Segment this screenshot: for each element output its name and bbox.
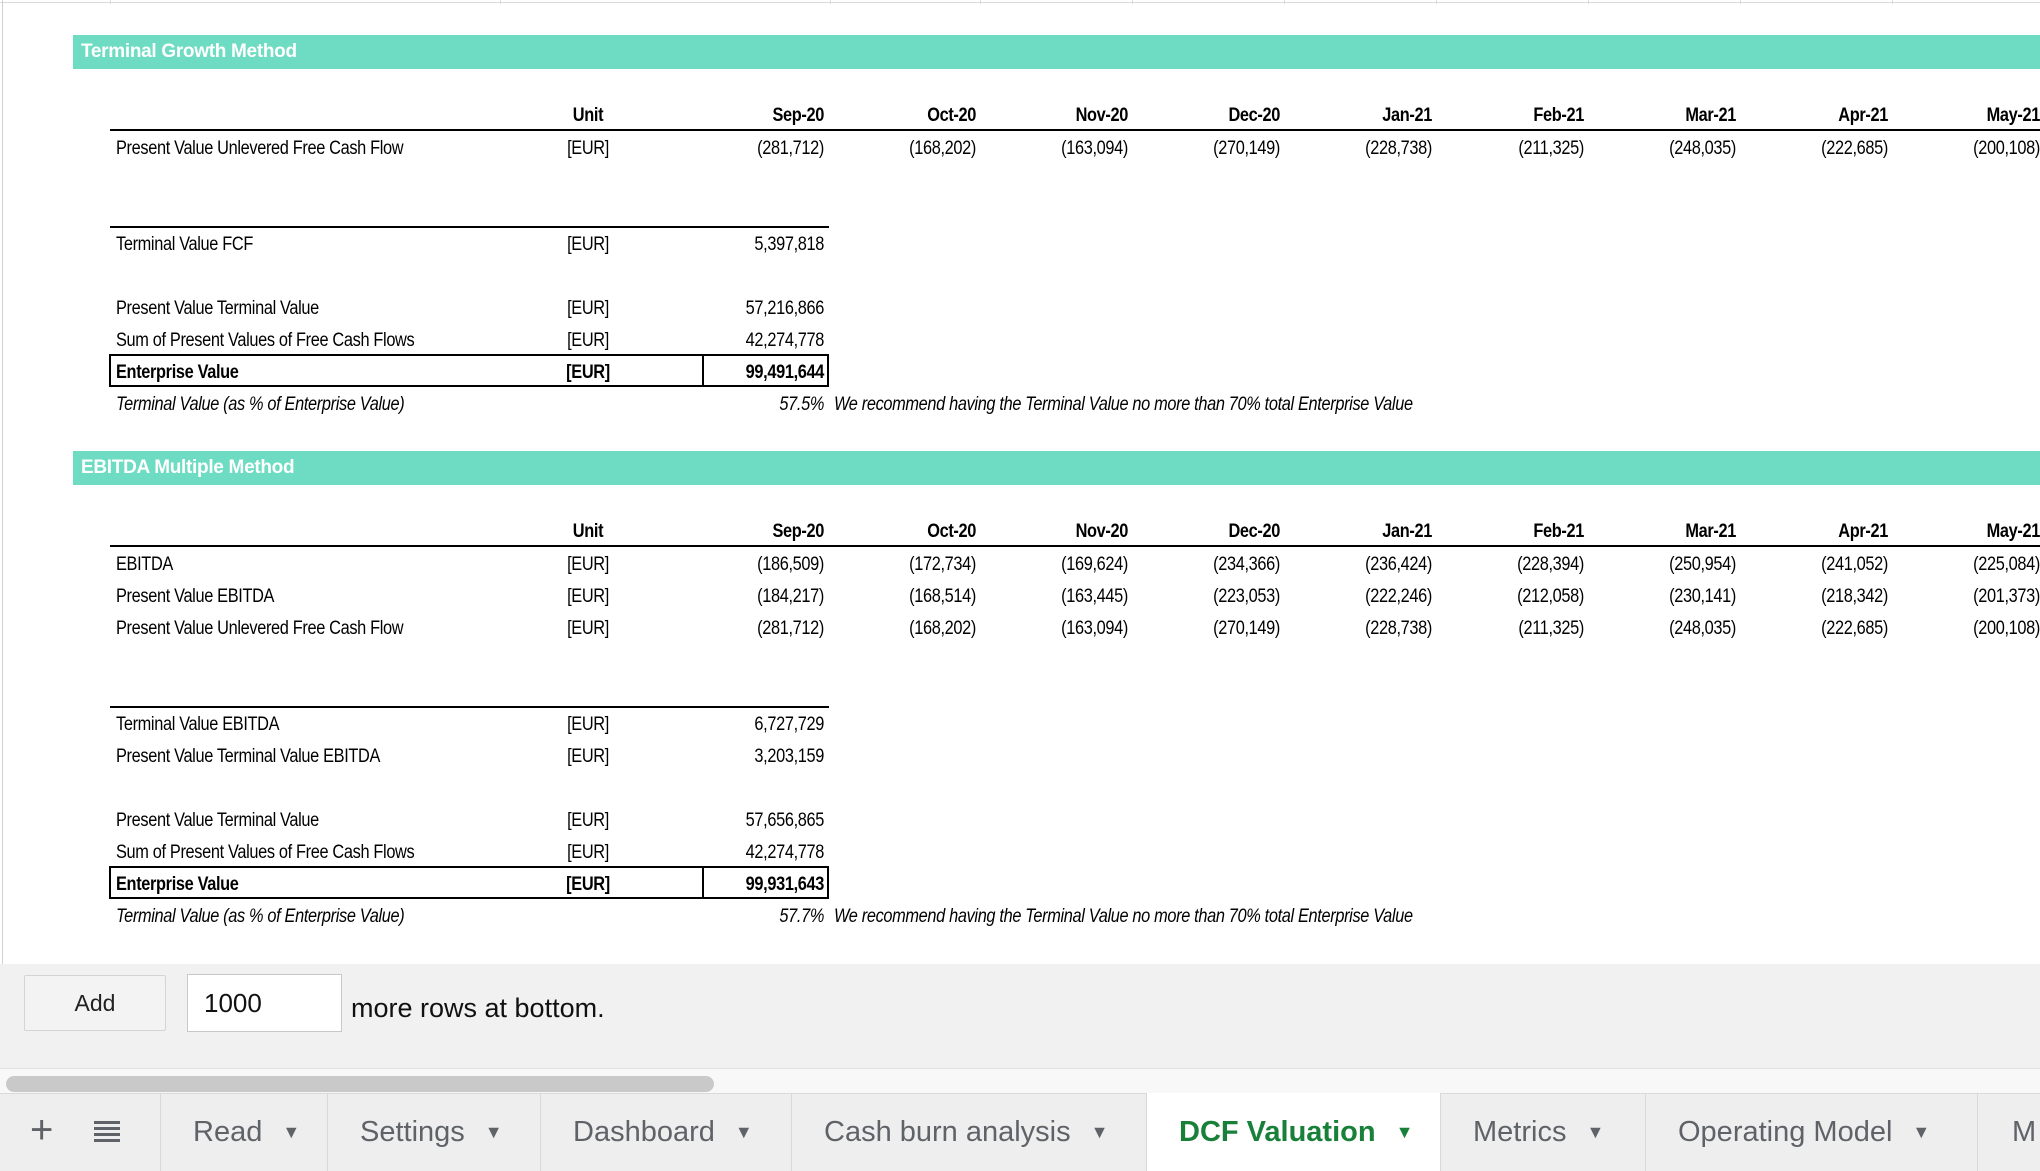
row-unit: [EUR]	[567, 234, 609, 255]
more-rows-label: more rows at bottom.	[351, 993, 605, 1023]
cell-value: (228,738)	[1365, 138, 1432, 159]
column-divider	[1436, 0, 1437, 4]
unit-header: Unit	[572, 521, 604, 542]
cell-value: (228,394)	[1517, 554, 1584, 575]
tab-dashboard[interactable]	[540, 1094, 791, 1171]
row-unit: [EUR]	[567, 298, 609, 319]
tab-partial[interactable]	[1977, 1094, 2040, 1171]
cell-value: (184,217)	[757, 586, 824, 607]
chevron-down-icon: ▼	[282, 1122, 301, 1142]
header-underline	[110, 129, 2040, 131]
tab-operating-model[interactable]	[1645, 1094, 1977, 1171]
row-label: Terminal Value EBITDA	[116, 714, 280, 735]
tab-label: DCF Valuation	[1179, 1115, 1376, 1148]
cell-value: (236,424)	[1365, 554, 1432, 575]
cell-value: (201,373)	[1973, 586, 2040, 607]
cell-value: 42,274,778	[745, 842, 824, 863]
cell-value: (168,202)	[909, 138, 976, 159]
month-header: May-21	[1986, 521, 2040, 542]
row-label: Present Value Unlevered Free Cash Flow	[116, 618, 404, 639]
column-divider	[500, 0, 501, 4]
chevron-down-icon: ▼	[1090, 1122, 1109, 1142]
row-unit: [EUR]	[567, 842, 609, 863]
row-label: Present Value Terminal Value	[116, 298, 319, 319]
cell-value: (211,325)	[1518, 138, 1584, 159]
cell-value: 57.7%	[779, 906, 824, 927]
tab-label: Dashboard	[573, 1116, 715, 1148]
cell-value: (248,035)	[1669, 138, 1736, 159]
tab-cash-burn-analysis[interactable]	[791, 1094, 1146, 1171]
row-unit: [EUR]	[566, 362, 610, 383]
cell-value: (241,052)	[1821, 554, 1888, 575]
month-header: Mar-21	[1685, 521, 1736, 542]
cell-value: 99,491,644	[745, 362, 824, 383]
row-label: Terminal Value FCF	[116, 234, 253, 255]
cell-value: (163,445)	[1061, 586, 1128, 607]
grid-left-edge	[2, 0, 3, 964]
row-unit: [EUR]	[567, 586, 609, 607]
cell-value: (270,149)	[1213, 138, 1280, 159]
cell-value: (168,514)	[909, 586, 976, 607]
cell-value: (270,149)	[1213, 618, 1280, 639]
tab-metrics[interactable]	[1440, 1094, 1645, 1171]
tab-label: Operating Model	[1678, 1116, 1893, 1148]
row-label: Present Value Terminal Value	[116, 810, 319, 831]
rows-count-input[interactable]	[187, 974, 342, 1032]
cell-value: 3,203,159	[754, 746, 824, 767]
cell-value: 42,274,778	[745, 330, 824, 351]
row-label: Present Value EBITDA	[116, 586, 275, 607]
row-label: Present Value Terminal Value EBITDA	[116, 746, 381, 767]
unit-header: Unit	[572, 105, 604, 126]
month-header: Sep-20	[772, 521, 824, 542]
row-label: Present Value Unlevered Free Cash Flow	[116, 138, 404, 159]
cell-value: (169,624)	[1061, 554, 1128, 575]
month-header: Nov-20	[1075, 105, 1128, 126]
sheet-tab-bar	[0, 1093, 2040, 1171]
row-label: Sum of Present Values of Free Cash Flows	[116, 330, 415, 351]
cell-value: (228,738)	[1365, 618, 1432, 639]
box-divider	[702, 866, 704, 899]
cell-value: (218,342)	[1821, 586, 1888, 607]
cell-value: (248,035)	[1669, 618, 1736, 639]
section-title: Terminal Growth Method	[81, 41, 297, 62]
tab-settings[interactable]	[327, 1094, 540, 1171]
cell-value: 5,397,818	[754, 234, 824, 255]
cell-value: 6,727,729	[754, 714, 824, 735]
cell-value: (163,094)	[1061, 618, 1128, 639]
row-unit: [EUR]	[567, 554, 609, 575]
row-label: Enterprise Value	[116, 362, 239, 383]
box-divider	[702, 354, 704, 387]
tab-label: Settings	[360, 1116, 465, 1148]
tab-label: Metrics	[1473, 1116, 1567, 1148]
chevron-down-icon: ▼	[1395, 1121, 1414, 1142]
chevron-down-icon: ▼	[484, 1122, 503, 1142]
cell-value: (222,685)	[1821, 618, 1888, 639]
block-topline	[110, 706, 829, 708]
add-rows-button[interactable]: Add	[24, 975, 166, 1031]
column-divider	[1892, 0, 1893, 4]
chevron-down-icon: ▼	[734, 1122, 753, 1142]
cell-value: (168,202)	[909, 618, 976, 639]
row-unit: [EUR]	[567, 810, 609, 831]
section-header-ebitda-multiple	[73, 451, 2040, 485]
tab-dcf-valuation[interactable]	[1146, 1093, 1440, 1171]
cell-value: 57,216,866	[745, 298, 824, 319]
month-header: Oct-20	[927, 105, 976, 126]
column-divider	[830, 0, 831, 4]
chevron-down-icon: ▼	[1912, 1122, 1931, 1142]
tab-label: Read	[193, 1116, 263, 1148]
cell-value: (222,246)	[1365, 586, 1432, 607]
cell-value: (281,712)	[757, 138, 824, 159]
month-header: Mar-21	[1685, 105, 1736, 126]
cell-value: (212,058)	[1517, 586, 1584, 607]
cell-value: (186,509)	[757, 554, 824, 575]
header-underline	[110, 545, 2040, 547]
month-header: Oct-20	[927, 521, 976, 542]
row-unit: [EUR]	[566, 874, 610, 895]
sheet-footer	[0, 964, 2040, 1170]
row-unit: [EUR]	[567, 714, 609, 735]
column-divider	[1588, 0, 1589, 4]
cell-value: (200,108)	[1973, 138, 2040, 159]
chevron-down-icon: ▼	[1586, 1122, 1605, 1142]
cell-value: (200,108)	[1973, 618, 2040, 639]
add-sheet-icon[interactable]: +	[30, 1108, 54, 1152]
month-header: Jan-21	[1382, 105, 1432, 126]
recommendation-note: We recommend having the Terminal Value no more than 70% total Enterprise Value	[834, 394, 1413, 415]
month-header: Sep-20	[772, 105, 824, 126]
month-header: Nov-20	[1075, 521, 1128, 542]
section-header-terminal-growth	[73, 35, 2040, 69]
cell-value: (225,084)	[1973, 554, 2040, 575]
month-header: May-21	[1986, 105, 2040, 126]
row-unit: [EUR]	[567, 618, 609, 639]
row-label: Terminal Value (as % of Enterprise Value)	[116, 394, 405, 415]
cell-value: 99,931,643	[745, 874, 824, 895]
column-divider	[1284, 0, 1285, 4]
month-header: Dec-20	[1228, 521, 1280, 542]
cell-value: (281,712)	[757, 618, 824, 639]
cell-value: (222,685)	[1821, 138, 1888, 159]
tab-label: Cash burn analysis	[824, 1116, 1071, 1148]
month-header: Apr-21	[1838, 105, 1888, 126]
cell-value: (211,325)	[1518, 618, 1584, 639]
tab-label: M	[2012, 1116, 2037, 1148]
row-unit: [EUR]	[567, 330, 609, 351]
month-header: Feb-21	[1533, 521, 1584, 542]
grid-top-border	[0, 0, 2040, 3]
month-header: Jan-21	[1382, 521, 1432, 542]
row-label: Sum of Present Values of Free Cash Flows	[116, 842, 415, 863]
cell-value: (230,141)	[1669, 586, 1736, 607]
cell-value: (250,954)	[1669, 554, 1736, 575]
row-label: EBITDA	[116, 554, 173, 575]
month-header: Apr-21	[1838, 521, 1888, 542]
row-unit: [EUR]	[567, 746, 609, 767]
row-label: Terminal Value (as % of Enterprise Value)	[116, 906, 405, 927]
month-header: Feb-21	[1533, 105, 1584, 126]
cell-value: 57.5%	[779, 394, 824, 415]
recommendation-note: We recommend having the Terminal Value no more than 70% total Enterprise Value	[834, 906, 1413, 927]
column-divider	[110, 0, 111, 4]
column-divider	[1132, 0, 1133, 4]
tab-read[interactable]	[160, 1094, 327, 1171]
cell-value: (234,366)	[1213, 554, 1280, 575]
column-divider	[980, 0, 981, 4]
column-divider	[1740, 0, 1741, 4]
all-sheets-menu-icon[interactable]	[94, 1121, 120, 1143]
month-header: Dec-20	[1228, 105, 1280, 126]
cell-value: (223,053)	[1213, 586, 1280, 607]
cell-value: 57,656,865	[745, 810, 824, 831]
scrollbar-thumb[interactable]	[6, 1076, 714, 1092]
cell-value: (172,734)	[909, 554, 976, 575]
section-title: EBITDA Multiple Method	[81, 457, 295, 478]
row-unit: [EUR]	[567, 138, 609, 159]
cell-value: (163,094)	[1061, 138, 1128, 159]
block-topline	[110, 226, 829, 228]
row-label: Enterprise Value	[116, 874, 239, 895]
